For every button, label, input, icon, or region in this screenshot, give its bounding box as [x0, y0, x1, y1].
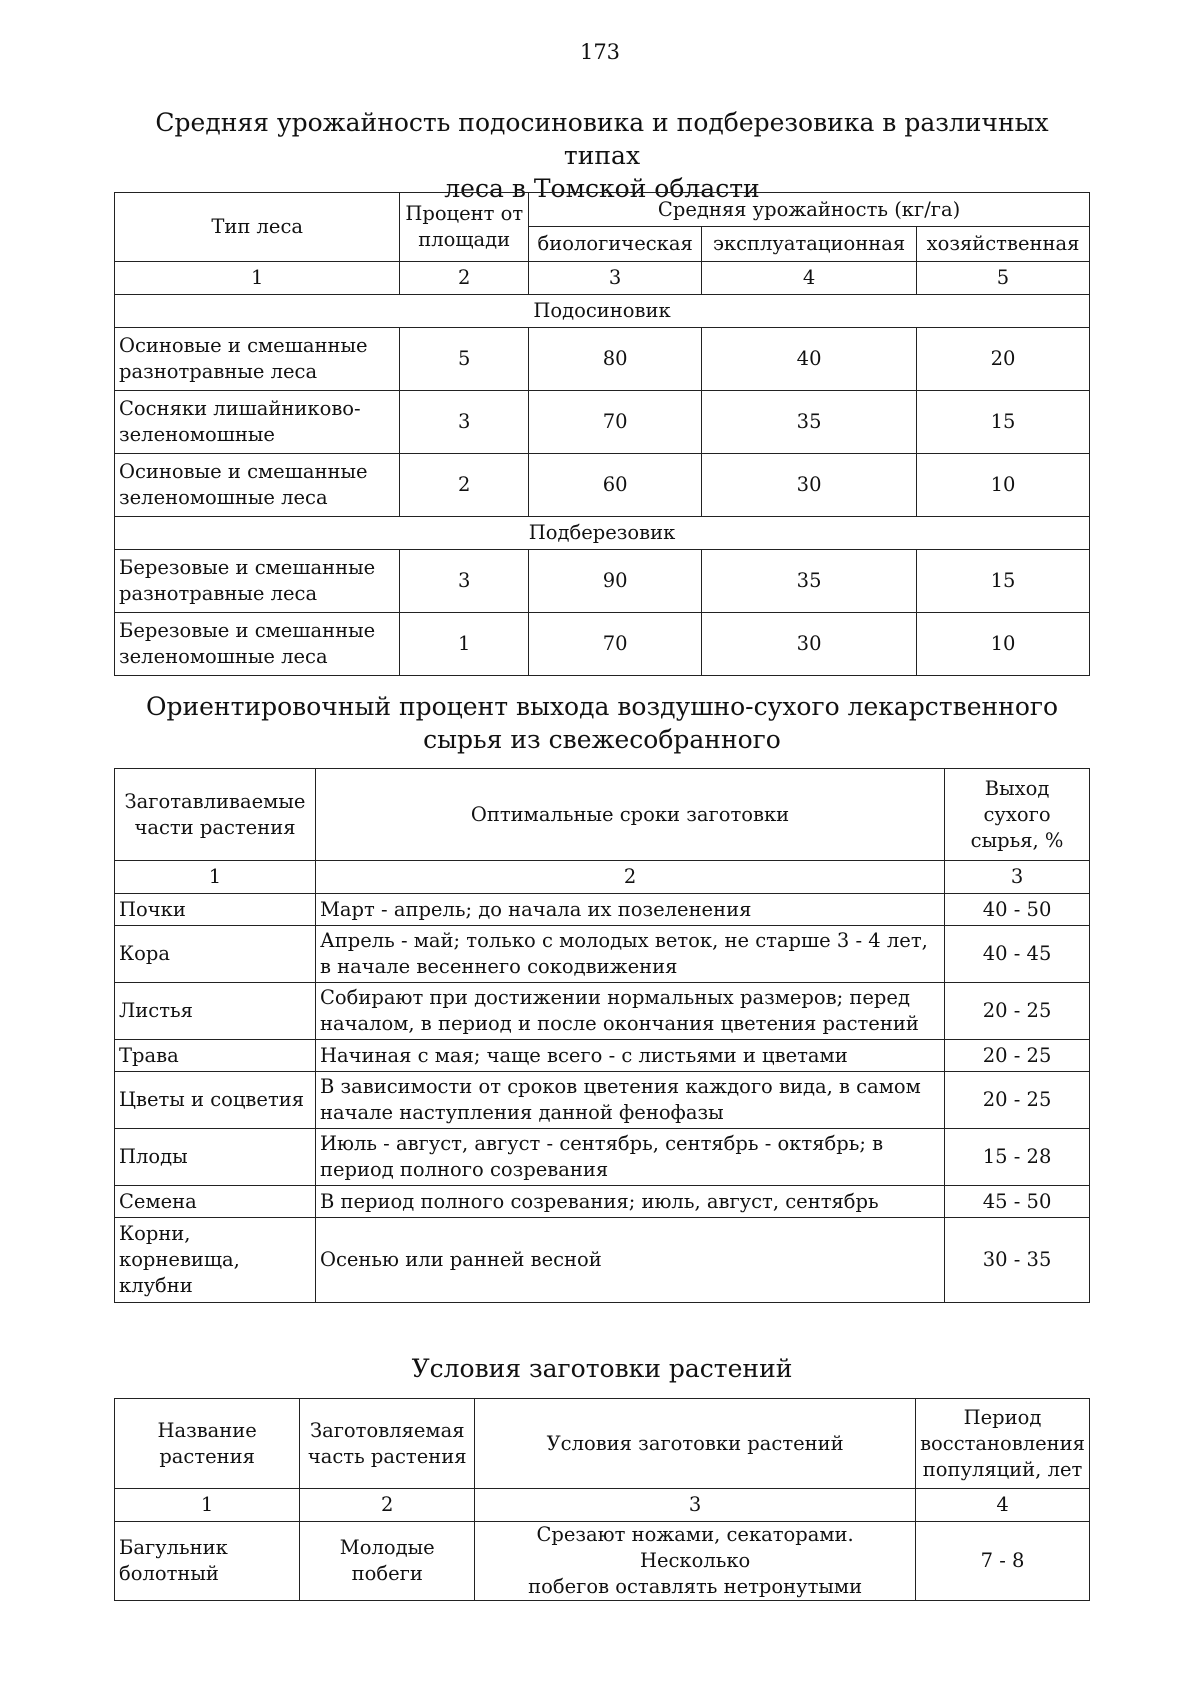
yield-table	[114, 192, 1090, 676]
operational-cell: 40	[702, 328, 917, 391]
header-average-yield: Средняя урожайность (кг/га)	[529, 193, 1090, 227]
plant-part-cell	[115, 926, 316, 983]
table-row	[115, 550, 1090, 613]
header-name-line2: растения	[159, 1444, 255, 1468]
plant-name-line1: Багульник	[119, 1536, 228, 1559]
area-cell: 2	[400, 454, 529, 517]
dry-yield-cell: 20 - 25	[945, 983, 1090, 1040]
harvest-term-line: Март - апрель; до начала их позеленения	[319, 897, 752, 921]
header-dry-yield	[945, 769, 1090, 861]
forest-type-cell	[115, 550, 400, 613]
forest-type-line1: Березовые и смешанные	[119, 556, 376, 579]
header-biological: биологическая	[529, 227, 702, 262]
header-yield-line3: сырья, %	[970, 828, 1064, 852]
index-cell: 5	[917, 262, 1090, 295]
harvest-term-cell	[315, 1040, 944, 1072]
table2-title-line2: сырья из свежесобранного	[423, 725, 781, 754]
table-row	[115, 983, 1090, 1040]
table-row	[115, 1186, 1090, 1218]
forest-type-line2: зеленомошные леса	[119, 486, 328, 509]
plant-part-line: Листья	[119, 999, 193, 1022]
dry-yield-cell: 45 - 50	[945, 1186, 1090, 1218]
section-row	[115, 295, 1090, 328]
harvest-conditions-table	[114, 1398, 1090, 1601]
biological-cell: 70	[529, 613, 702, 676]
raw-material-table	[114, 768, 1090, 1303]
header-operational: эксплуатационная	[702, 227, 917, 262]
table1-title	[114, 106, 1090, 205]
header-conditions: Условия заготовки растений	[475, 1399, 916, 1489]
forest-type-cell	[115, 328, 400, 391]
index-row	[115, 1489, 1090, 1522]
economic-cell: 20	[917, 328, 1090, 391]
index-cell: 1	[115, 262, 400, 295]
header-period-line1: Период	[963, 1405, 1042, 1429]
table-row	[115, 454, 1090, 517]
forest-type-line2: зеленомошные	[119, 423, 275, 446]
harvest-term-line: В период полного созревания; июль, август, сентябрь	[319, 1189, 879, 1213]
harvest-term-line: Июль - август, август - сентябрь, сентябрь - октябрь; в	[319, 1132, 884, 1155]
plant-part-line: Кора	[119, 942, 170, 965]
index-cell: 2	[300, 1489, 475, 1522]
index-row	[115, 861, 1090, 894]
plant-part-line: Трава	[119, 1043, 179, 1067]
header-recovery-period	[916, 1399, 1090, 1489]
forest-type-line1: Осиновые и смешанные	[119, 334, 368, 357]
plant-name-line2: болотный	[119, 1562, 219, 1585]
dry-yield-cell: 40 - 45	[945, 926, 1090, 983]
economic-cell: 10	[917, 454, 1090, 517]
forest-type-line2: разнотравные леса	[119, 360, 318, 383]
header-name-line1: Название	[157, 1418, 257, 1442]
header-yield-line1: Выход	[984, 776, 1050, 800]
economic-cell: 15	[917, 391, 1090, 454]
header-parts-line1: Заготавливаемые	[124, 789, 306, 813]
header-period-line2: восстановления	[920, 1431, 1085, 1455]
header-harvested-part	[300, 1399, 475, 1489]
plant-part-cell	[115, 1129, 316, 1186]
plant-part-cell	[115, 1186, 316, 1218]
table3-title: Условия заготовки растений	[411, 1354, 793, 1383]
header-area-percent	[400, 193, 529, 262]
table-row	[115, 613, 1090, 676]
header-parts-line2: части растения	[134, 815, 296, 839]
index-cell: 4	[702, 262, 917, 295]
plant-part-line: Корни,	[119, 1222, 191, 1245]
harvest-term-line: Собирают при достижении нормальных размеров; перед	[319, 986, 910, 1009]
harvest-term-cell	[315, 983, 944, 1040]
table-row	[115, 328, 1090, 391]
operational-cell: 35	[702, 391, 917, 454]
index-cell: 4	[916, 1489, 1090, 1522]
plant-part-cell	[115, 1218, 316, 1303]
harvest-term-line: В зависимости от сроков цветения каждого вида, в самом	[319, 1075, 921, 1098]
raw-material-rows	[115, 894, 1090, 1303]
conditions-line1: Срезают ножами, секаторами. Несколько	[536, 1523, 854, 1572]
plant-part-line: Почки	[119, 897, 186, 921]
header-plant-name	[115, 1399, 300, 1489]
harvest-term-cell	[315, 894, 944, 926]
area-cell: 3	[400, 550, 529, 613]
recovery-period-cell: 7 - 8	[916, 1522, 1090, 1601]
table-row	[115, 391, 1090, 454]
header-plant-parts	[115, 769, 316, 861]
harvest-term-line: начале наступления данной фенофазы	[319, 1101, 724, 1124]
section-row	[115, 517, 1090, 550]
table-row	[115, 1072, 1090, 1129]
dry-yield-cell: 20 - 25	[945, 1040, 1090, 1072]
area-cell: 1	[400, 613, 529, 676]
forest-type-cell	[115, 613, 400, 676]
plant-part-cell	[115, 1040, 316, 1072]
harvest-term-line: Апрель - май; только с молодых веток, не старше 3 - 4 лет,	[319, 929, 928, 952]
harvest-term-cell	[315, 1072, 944, 1129]
table-row	[115, 1040, 1090, 1072]
plant-part-line: Семена	[119, 1189, 197, 1213]
header-forest-type: Тип леса	[115, 193, 400, 262]
dry-yield-cell: 30 - 35	[945, 1218, 1090, 1303]
table2-title-line1: Ориентировочный процент выхода воздушно-сухого лекарственного	[145, 692, 1059, 721]
table1-title-line1: Средняя урожайность подосиновика и подберезовика в различных типах	[155, 108, 1049, 170]
area-cell: 3	[400, 391, 529, 454]
header-part-line1: Заготовляемая	[309, 1418, 465, 1442]
harvest-term-cell	[315, 926, 944, 983]
forest-type-cell	[115, 454, 400, 517]
plant-part-line: Плоды	[119, 1145, 188, 1168]
plant-part-cell	[115, 894, 316, 926]
forest-type-line1: Березовые и смешанные	[119, 619, 376, 642]
plant-part-line: клубни	[119, 1274, 193, 1297]
harvested-part-line2: побеги	[351, 1562, 423, 1585]
index-cell: 3	[945, 861, 1090, 894]
index-cell: 2	[400, 262, 529, 295]
harvest-term-line: началом, в период и после окончания цветения растений	[319, 1012, 919, 1035]
table-row	[115, 1522, 1090, 1601]
table-row	[115, 894, 1090, 926]
area-cell: 5	[400, 328, 529, 391]
header-optimal-terms: Оптимальные сроки заготовки	[315, 769, 944, 861]
biological-cell: 80	[529, 328, 702, 391]
biological-cell: 70	[529, 391, 702, 454]
section-podberezovik: Подберезовик	[115, 517, 1090, 550]
operational-cell: 35	[702, 550, 917, 613]
header-yield-line2: сухого	[983, 802, 1051, 826]
page-number: 173	[579, 40, 621, 64]
harvest-term-cell	[315, 1186, 944, 1218]
harvest-term-cell	[315, 1129, 944, 1186]
index-cell: 1	[115, 861, 316, 894]
operational-cell: 30	[702, 613, 917, 676]
economic-cell: 15	[917, 550, 1090, 613]
table2-title	[114, 690, 1090, 756]
forest-type-line2: зеленомошные леса	[119, 645, 328, 668]
table1-title-line2: леса в Томской области	[444, 174, 760, 203]
biological-cell: 90	[529, 550, 702, 613]
conditions-line2: побегов оставлять нетронутыми	[528, 1575, 863, 1598]
section-podosinovik: Подосиновик	[115, 295, 1090, 328]
harvested-part-line1: Молодые	[339, 1536, 435, 1559]
biological-cell: 60	[529, 454, 702, 517]
harvested-part-cell	[300, 1522, 475, 1601]
plant-part-cell	[115, 1072, 316, 1129]
forest-type-line1: Осиновые и смешанные	[119, 460, 368, 483]
plant-part-line: корневища,	[119, 1248, 240, 1271]
dry-yield-cell: 40 - 50	[945, 894, 1090, 926]
table-row	[115, 926, 1090, 983]
header-area-line1: Процент от	[405, 202, 524, 225]
forest-type-line1: Сосняки лишайниково-	[119, 397, 361, 420]
dry-yield-cell: 20 - 25	[945, 1072, 1090, 1129]
table-row	[115, 1129, 1090, 1186]
header-economic: хозяйственная	[917, 227, 1090, 262]
plant-name-cell	[115, 1522, 300, 1601]
index-row	[115, 262, 1090, 295]
forest-type-line2: разнотравные леса	[119, 582, 318, 605]
harvest-term-cell	[315, 1218, 944, 1303]
table-row	[115, 1218, 1090, 1303]
economic-cell: 10	[917, 613, 1090, 676]
header-area-line2: площади	[418, 228, 511, 251]
index-cell: 2	[315, 861, 944, 894]
index-cell: 1	[115, 1489, 300, 1522]
harvest-term-line: период полного созревания	[319, 1158, 609, 1181]
dry-yield-cell: 15 - 28	[945, 1129, 1090, 1186]
index-cell: 3	[529, 262, 702, 295]
conditions-cell	[475, 1522, 916, 1601]
harvest-term-line: Осенью или ранней весной	[319, 1248, 602, 1271]
plant-part-line: Цветы и соцветия	[119, 1088, 305, 1111]
header-part-line2: часть растения	[307, 1444, 467, 1468]
forest-type-cell	[115, 391, 400, 454]
harvest-term-line: в начале весеннего сокодвижения	[319, 955, 678, 978]
harvest-term-line: Начиная с мая; чаще всего - с листьями и цветами	[319, 1043, 848, 1067]
index-cell: 3	[475, 1489, 916, 1522]
header-period-line3: популяций, лет	[922, 1457, 1083, 1481]
operational-cell: 30	[702, 454, 917, 517]
plant-part-cell	[115, 983, 316, 1040]
